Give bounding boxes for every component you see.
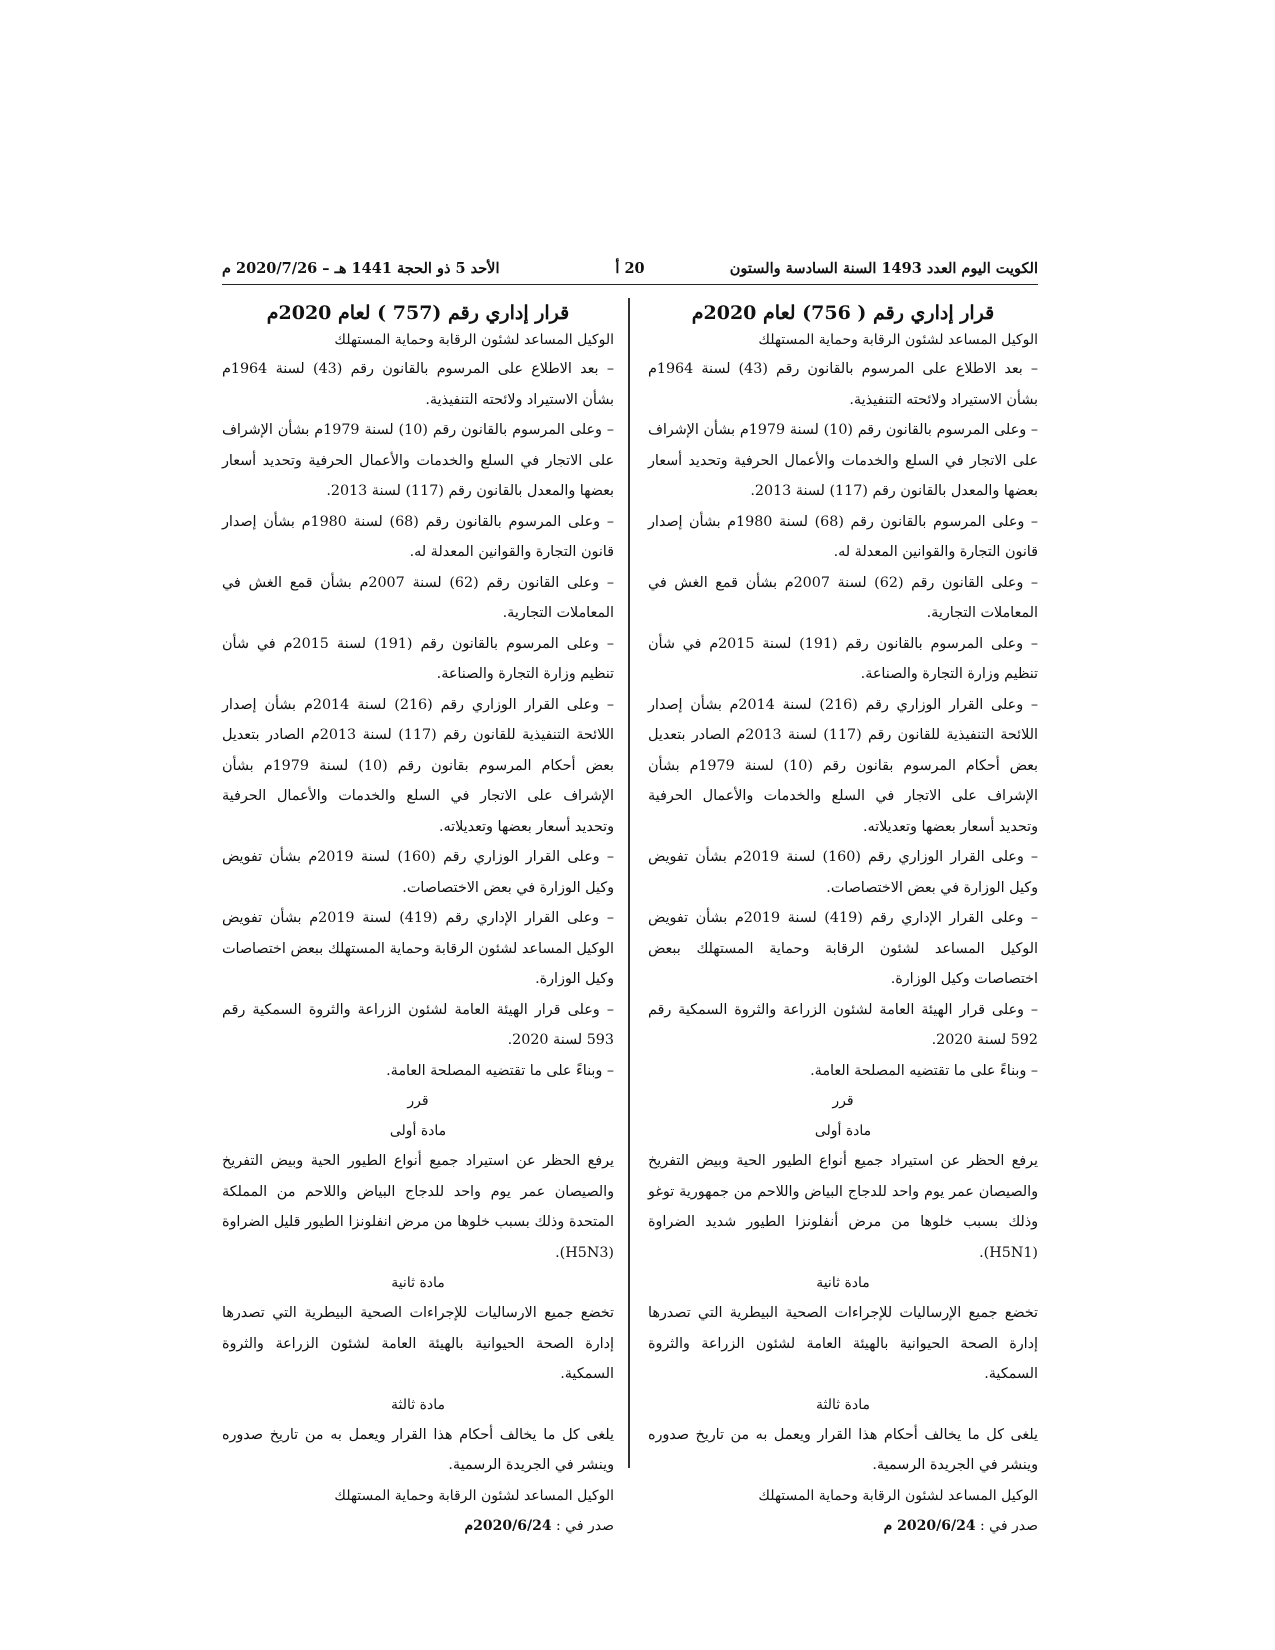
- issued-date: 2020/6/24م: [464, 1517, 552, 1534]
- preamble-clause: – وعلى قرار الهيئة العامة لشئون الزراعة والثروة السمكية رقم 592 لسنة 2020.: [648, 995, 1038, 1056]
- issued-label: صدر في :: [980, 1517, 1038, 1534]
- preamble-clause: – وعلى القانون رقم (62) لسنة 2007م بشأن قمع الغش في المعاملات التجارية.: [648, 568, 1038, 629]
- decided-heading: قرر: [407, 1093, 429, 1109]
- decision-title: قرار إداري رقم ( 756) لعام 2020م: [691, 302, 995, 324]
- article-3-text: يلغى كل ما يخالف أحكام هذا القرار ويعمل به من تاريخ صدوره وينشر في الجريدة الرسمية.: [222, 1426, 614, 1473]
- article-2-text: تخضع جميع الارساليات للإجراءات الصحية البيطرية التي تصدرها إدارة الصحة الحيوانية بالهيئة العامة لشئون الزراعة والثروة السمكية.: [222, 1305, 614, 1382]
- preamble-clause: – وعلى القرار الوزاري رقم (216) لسنة 2014م بشأن إصدار اللائحة التنفيذية للقانون رقم (117) لسنة 2013م الصادر بتعديل بعض أحكام المرسوم بقانون رقم (10) لسنة 1979م بشأن الإشراف على الاتجار في السلع والخدمات والأعمال الحرفية وتحديد أسعار بعضها وتعديلاته.: [648, 690, 1038, 843]
- article-2-text: تخضع جميع الإرساليات للإجراءات الصحية البيطرية التي تصدرها إدارة الصحة الحيوانية بالهيئة العامة لشئون الزراعة والثروة السمكية.: [648, 1305, 1038, 1382]
- preamble-clause: – وعلى القرار الإداري رقم (419) لسنة 2019م بشأن تفويض الوكيل المساعد لشئون الرقابة وحماية المستهلك ببعض اختصاصات وكيل الوزارة.: [222, 903, 614, 995]
- article-1-heading: مادة أولى: [389, 1123, 447, 1139]
- issuer-line: الوكيل المساعد لشئون الرقابة وحماية المستهلك: [334, 332, 614, 348]
- preamble-clause: – وعلى القرار الوزاري رقم (160) لسنة 2019م بشأن تفويض وكيل الوزارة في بعض الاختصاصات.: [648, 842, 1038, 903]
- preamble-clause: – وعلى المرسوم بالقانون رقم (10) لسنة 1979م بشأن الإشراف على الاتجار في السلع والخدمات والأعمال الحرفية وتحديد أسعار بعضها والمعدل بالقانون رقم (117) لسنة 2013.: [648, 415, 1038, 507]
- preamble-clause: – وبناءً على ما تقتضيه المصلحة العامة.: [222, 1056, 614, 1087]
- preamble-clause: – وعلى قرار الهيئة العامة لشئون الزراعة والثروة السمكية رقم 593 لسنة 2020.: [222, 995, 614, 1056]
- issued-label: صدر في :: [556, 1517, 614, 1534]
- signature-line: الوكيل المساعد لشئون الرقابة وحماية المستهلك: [758, 1487, 1038, 1504]
- preamble-clause: – وعلى المرسوم بالقانون رقم (191) لسنة 2015م في شأن تنظيم وزارة التجارة والصناعة.: [648, 629, 1038, 690]
- preamble-clause: – بعد الاطلاع على المرسوم بالقانون رقم (43) لسنة 1964م بشأن الاستيراد ولائحته التنفيذية.: [648, 354, 1038, 415]
- preamble-clause: – وعلى المرسوم بالقانون رقم (68) لسنة 1980م بشأن إصدار قانون التجارة والقوانين المعدلة له.: [648, 507, 1038, 568]
- issued-date: 2020/6/24 م: [883, 1517, 976, 1534]
- header-page-number: 20 أ: [615, 260, 645, 277]
- preamble-clause: – بعد الاطلاع على المرسوم بالقانون رقم (43) لسنة 1964م بشأن الاستيراد ولائحته التنفيذية.: [222, 354, 614, 415]
- signature-line: الوكيل المساعد لشئون الرقابة وحماية المستهلك: [334, 1487, 614, 1504]
- column-divider: [628, 298, 630, 1468]
- article-2-heading: مادة ثانية: [391, 1275, 445, 1291]
- preamble-clause: – وعلى المرسوم بالقانون رقم (191) لسنة 2015م في شأن تنظيم وزارة التجارة والصناعة.: [222, 629, 614, 690]
- article-3-heading: مادة ثالثة: [391, 1396, 445, 1413]
- issue-date-line: [648, 1511, 1038, 1541]
- article-3-text: يلغى كل ما يخالف أحكام هذا القرار ويعمل به من تاريخ صدوره وينشر في الجريدة الرسمية.: [648, 1426, 1038, 1473]
- preamble-clause: – وعلى المرسوم بالقانون رقم (68) لسنة 1980م بشأن إصدار قانون التجارة والقوانين المعدلة له.: [222, 507, 614, 568]
- header-gazette-issue: الكويت اليوم العدد 1493 السنة السادسة والستون: [729, 260, 1038, 277]
- decision-757: [222, 298, 614, 1541]
- article-1-text: يرفع الحظر عن استيراد جميع أنواع الطيور الحية وبيض التفريخ والصيصان عمر يوم واحد للدجاج البياض واللاحم من المملكة المتحدة وذلك بسبب خلوها من مرض انفلونزا الطيور قليل الضراوة (H5N3).: [222, 1153, 614, 1261]
- issuer-line: الوكيل المساعد لشئون الرقابة وحماية المستهلك: [758, 332, 1038, 348]
- decision-756: [648, 298, 1038, 1541]
- article-1-heading: مادة أولى: [814, 1123, 872, 1139]
- preamble-clause: – وعلى القانون رقم (62) لسنة 2007م بشأن قمع الغش في المعاملات التجارية.: [222, 568, 614, 629]
- preamble-clause: – وعلى القرار الإداري رقم (419) لسنة 2019م بشأن تفويض الوكيل المساعد لشئون الرقابة وحماية المستهلك ببعض اختصاصات وكيل الوزارة.: [648, 903, 1038, 995]
- decision-title: قرار إداري رقم (757 ) لعام 2020م: [266, 302, 570, 324]
- header-date: الأحد 5 ذو الحجة 1441 هـ – 2020/7/26 م: [222, 260, 500, 277]
- issue-date-line: [222, 1511, 614, 1541]
- article-1-text: يرفع الحظر عن استيراد جميع أنواع الطيور الحية وبيض التفريخ والصيصان عمر يوم واحد للدجاج البياض واللاحم من جمهورية توغو وذلك بسبب خلوها من مرض أنفلونزا الطيور شديد الضراوة (H5N1).: [648, 1153, 1038, 1261]
- page-header: [222, 258, 1038, 285]
- preamble-clause: – وعلى القرار الوزاري رقم (160) لسنة 2019م بشأن تفويض وكيل الوزارة في بعض الاختصاصات.: [222, 842, 614, 903]
- article-2-heading: مادة ثانية: [816, 1275, 870, 1291]
- preamble-clause: – وبناءً على ما تقتضيه المصلحة العامة.: [648, 1056, 1038, 1087]
- decided-heading: قرر: [832, 1093, 854, 1109]
- preamble-clause: – وعلى القرار الوزاري رقم (216) لسنة 2014م بشأن إصدار اللائحة التنفيذية للقانون رقم (117) لسنة 2013م الصادر بتعديل بعض أحكام المرسوم بقانون رقم (10) لسنة 1979م بشأن الإشراف على الاتجار في السلع والخدمات والأعمال الحرفية وتحديد أسعار بعضها وتعديلاته.: [222, 690, 614, 843]
- preamble-clause: – وعلى المرسوم بالقانون رقم (10) لسنة 1979م بشأن الإشراف على الاتجار في السلع والخدمات والأعمال الحرفية وتحديد أسعار بعضها والمعدل بالقانون رقم (117) لسنة 2013.: [222, 415, 614, 507]
- article-3-heading: مادة ثالثة: [816, 1396, 870, 1413]
